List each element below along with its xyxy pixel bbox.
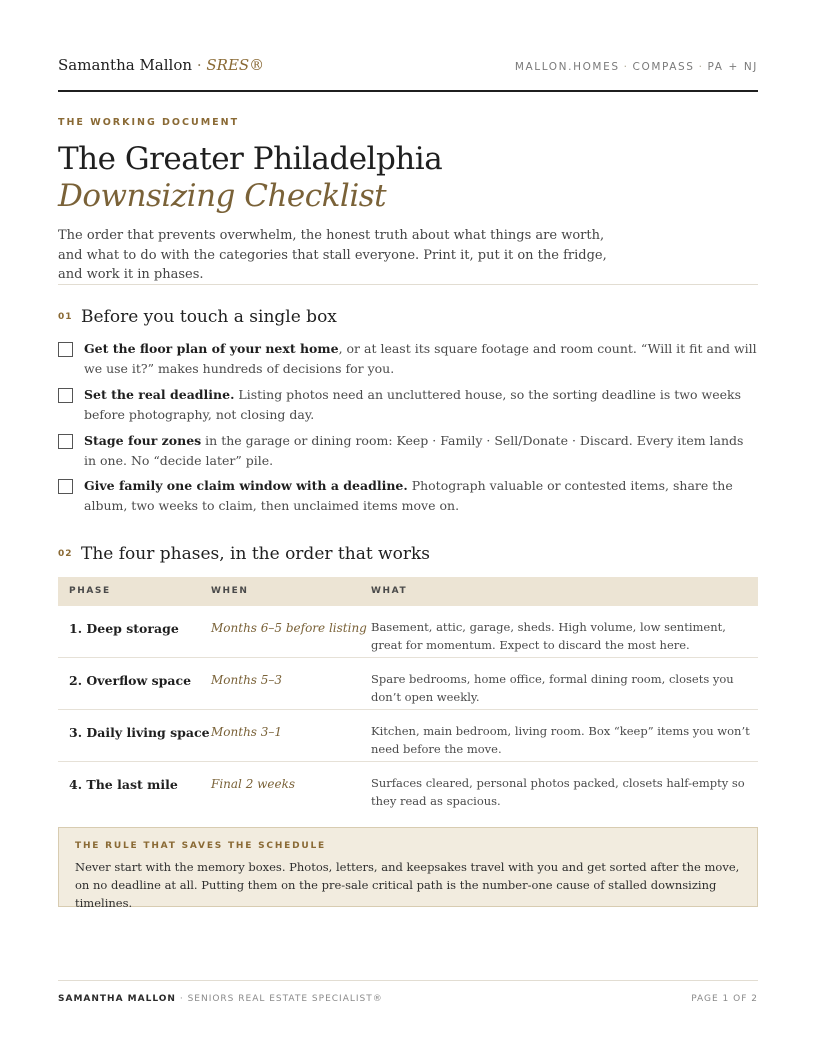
page-subtitle: Downsizing Checklist xyxy=(58,178,387,214)
page-title: The Greater Philadelphia xyxy=(58,141,443,177)
callout-title: THE RULE THAT SAVES THE SCHEDULE xyxy=(75,841,326,851)
checklist-text xyxy=(84,385,758,424)
agent-credential: SRES® xyxy=(206,56,265,74)
phases-table xyxy=(58,577,758,812)
section-heading-2 xyxy=(58,543,430,564)
when-cell: Months 3–1 xyxy=(211,725,283,739)
phase-cell: 4. The last mile xyxy=(69,777,178,792)
checklist-detail: Photograph valuable or contested items, share the album, two weeks to claim, then unclaimed items move on. xyxy=(84,478,733,513)
footer-divider xyxy=(58,980,758,981)
page-number: PAGE 1 OF 2 xyxy=(691,994,758,1004)
table-header xyxy=(58,577,758,606)
table-row xyxy=(58,762,758,812)
section-title: Before you touch a single box xyxy=(81,306,337,327)
header-meta-website: MALLON.HOMES xyxy=(514,61,620,73)
brand-separator: · xyxy=(196,56,202,74)
header-meta: MALLON.HOMES · COMPASS · PA + NJ xyxy=(514,61,758,73)
footer-name: SAMANTHA MALLON xyxy=(58,994,176,1004)
header-meta-region: PA + NJ xyxy=(707,61,758,73)
phase-cell: 3. Daily living space xyxy=(69,725,210,740)
checkbox[interactable] xyxy=(58,388,73,403)
column-header-phase: PHASE xyxy=(69,586,111,596)
checklist-lead: Get the floor plan of your next home xyxy=(84,341,339,356)
what-cell: Spare bedrooms, home office, formal dining room, closets you don’t open weekly. xyxy=(371,672,734,704)
what-cell: Surfaces cleared, personal photos packed, closets half-empty so they read as spacious. xyxy=(371,776,745,808)
section-number: 01 xyxy=(58,311,73,322)
callout-body: Never start with the memory boxes. Photos, letters, and keepsakes travel with you and get sorted after the move, on no deadline at all. Putting them on the pre-sale critical path is the number-one cause of stalled downsizing timelines. xyxy=(75,860,740,910)
rule-callout xyxy=(58,827,758,910)
checkbox[interactable] xyxy=(58,479,73,494)
checkbox[interactable] xyxy=(58,342,73,357)
section-number: 02 xyxy=(58,548,73,559)
brand-signature xyxy=(58,56,264,74)
when-cell: Months 6–5 before listing xyxy=(211,621,367,635)
when-cell: Final 2 weeks xyxy=(211,777,296,791)
section-title: The four phases, in the order that works xyxy=(81,543,430,564)
checklist-lead: Set the real deadline. xyxy=(84,387,235,402)
footer-signature xyxy=(58,994,383,1004)
intro-paragraph: The order that prevents overwhelm, the honest truth about what things are worth, and what to do with the categories that stall everyone. Print it, put it on the fridge, and work it in phases. xyxy=(58,228,607,282)
phase-cell: 2. Overflow space xyxy=(69,673,192,688)
checklist-detail: in the garage or dining room: Keep · Family · Sell/Donate · Discard. Every item lands in one. No “decide later” pile. xyxy=(84,433,744,468)
footer-role: SENIORS REAL ESTATE SPECIALIST® xyxy=(187,994,383,1004)
checklist-text xyxy=(84,339,758,378)
table-row xyxy=(58,710,758,762)
checkbox[interactable] xyxy=(58,434,73,449)
checklist-detail: , or at least its square footage and room count. “Will it fit and will we use it?” makes hundreds of decisions for you. xyxy=(84,341,757,376)
agent-name: Samantha Mallon xyxy=(58,56,193,74)
column-header-when: WHEN xyxy=(211,586,249,596)
when-cell: Months 5–3 xyxy=(211,673,283,687)
checklist-text xyxy=(84,431,758,470)
table-row xyxy=(58,606,758,658)
checklist-text xyxy=(84,476,758,515)
column-header-what: WHAT xyxy=(371,586,408,596)
document-page xyxy=(58,0,758,1056)
checklist-lead: Give family one claim window with a deadline. xyxy=(84,478,408,493)
section-heading-1 xyxy=(58,306,337,327)
divider xyxy=(58,284,758,285)
page-header xyxy=(58,54,758,92)
checklist-detail: Listing photos need an uncluttered house, so the sorting deadline is two weeks before photography, not closing day. xyxy=(84,387,741,422)
phase-cell: 1. Deep storage xyxy=(69,621,179,636)
eyebrow-label: THE WORKING DOCUMENT xyxy=(58,117,240,128)
checklist-lead: Stage four zones xyxy=(84,433,202,448)
footer-separator: · xyxy=(179,994,184,1004)
header-meta-brokerage: COMPASS xyxy=(632,61,695,73)
table-row xyxy=(58,658,758,710)
what-cell: Kitchen, main bedroom, living room. Box “keep” items you won’t need before the move. xyxy=(371,724,750,756)
what-cell: Basement, attic, garage, sheds. High volume, low sentiment, great for momentum. Expect to discard the most here. xyxy=(371,620,726,652)
